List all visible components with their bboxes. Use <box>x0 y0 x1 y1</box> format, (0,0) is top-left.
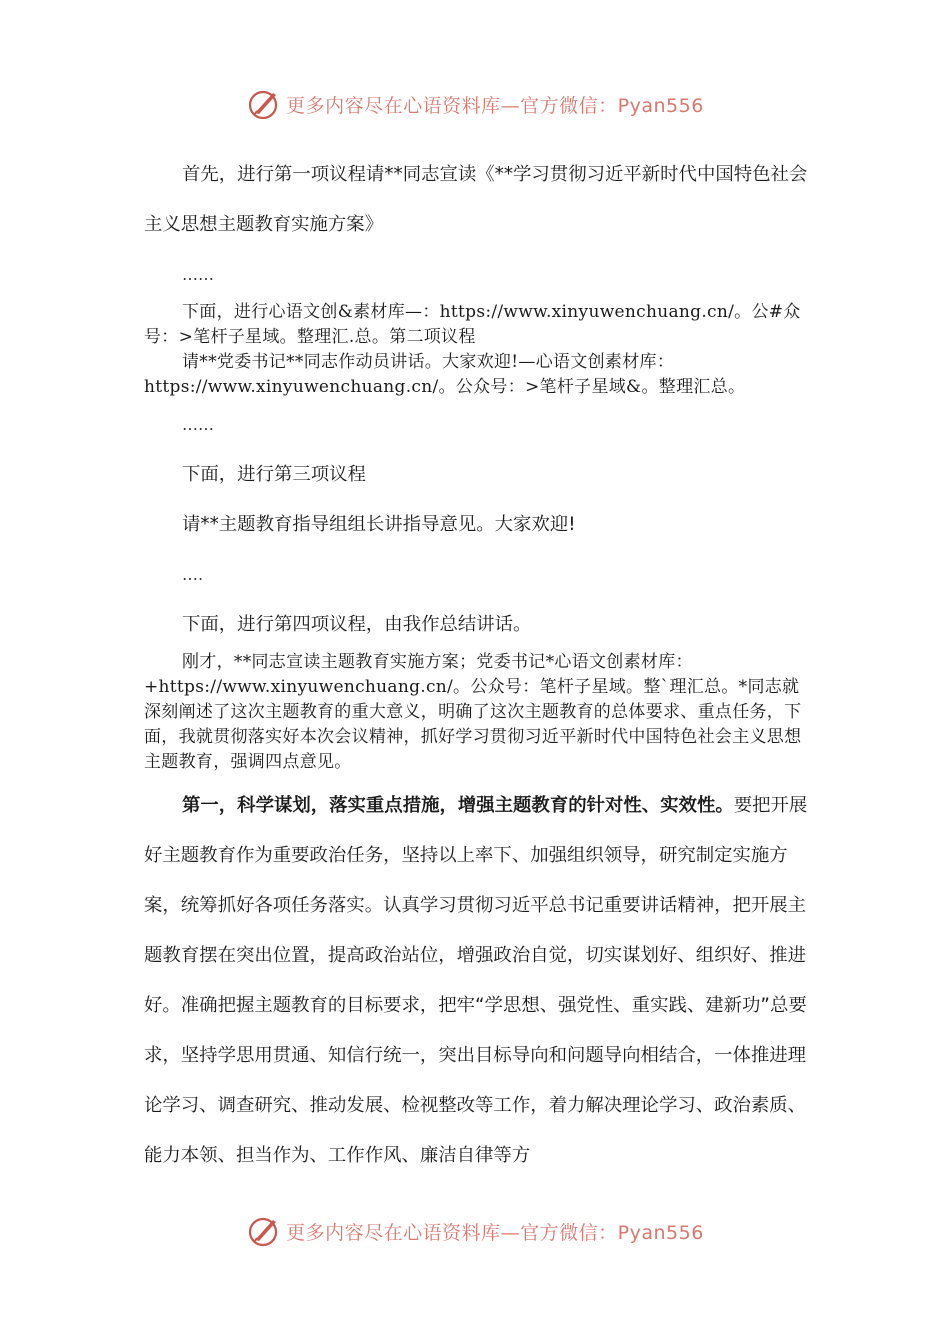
point-one-body: 要把开展好主题教育作为重要政治任务，坚持以上率下、加强组织领导，研究制定实施方案，统筹抓好各项任务落实。认真学习贯彻习近平总书记重要讲话精神，把开展主题教育摆在突出位置，提高政治站位，增强政治自觉，切实谋划好、组织好、推进好。准确把握主题教育的目标要求，把牢“学思想、强党性、重实践、建新功”总要求，坚持学思用贯通、知信行统一，突出目标导向和问题导向相结合，一体推进理论学习、调查研究、推动发展、检视整改等工作，着力解决理论学习、政治素质、能力本领、担当作为、工作作风、廉洁自律等方 <box>144 795 808 1166</box>
paragraph-summary: 刚才，**同志宣读主题教育实施方案；党委书记*心语文创素材库：+https://www.xinyuwenchuang.cn/。公众号：笔杆子星域。整`理汇总。*同志就深刻阐述了这次主题教育的重大意义，明确了这次主题教育的总体要求、重点任务，下面，我就贯彻落实好本次会议精神，抓好学习贯彻习近平新时代中国特色社会主义思想主题教育，强调四点意见。 <box>144 652 802 772</box>
header-watermark-banner <box>0 84 950 124</box>
paragraph-agenda-2b: 请**党委书记**同志作动员讲话。大家欢迎!—心语文创素材库：https://www.xinyuwenchuang.cn/。公众号：>笔杆子星域&。整理汇总。 <box>144 352 746 397</box>
paragraph-agenda-2a: 下面，进行心语文创&素材库—：https://www.xinyuwenchuang.cn/。公#众号：>笔杆子星域。整理汇.总。第二项议程 <box>144 302 801 347</box>
ellipsis: …. <box>182 565 204 584</box>
point-one-heading: 第一，科学谋划，落实重点措施，增强主题教育的针对性、实效性。 <box>182 795 734 816</box>
paragraph-agenda-3-detail: 请**主题教育指导组组长讲指导意见。大家欢迎! <box>182 514 576 535</box>
watermark-text: 更多内容尽在心语资料库—官方微信：Pyan556 <box>286 1221 704 1244</box>
paragraph-point-one <box>144 781 810 1181</box>
quill-logo-icon <box>246 86 282 122</box>
ellipsis: …… <box>182 265 214 284</box>
document-body <box>144 150 810 1181</box>
watermark-text: 更多内容尽在心语资料库—官方微信：Pyan556 <box>286 94 704 117</box>
paragraph-agenda-4: 下面，进行第四项议程，由我作总结讲话。 <box>182 614 532 635</box>
paragraph-agenda-1: 首先，进行第一项议程请**同志宣读《**学习贯彻习近平新时代中国特色社会主义思想主题教育实施方案》 <box>144 164 808 235</box>
footer-watermark-banner <box>0 1211 950 1251</box>
ellipsis: …… <box>182 415 214 434</box>
quill-logo-icon <box>246 1213 282 1249</box>
paragraph-agenda-3: 下面，进行第三项议程 <box>182 464 366 485</box>
